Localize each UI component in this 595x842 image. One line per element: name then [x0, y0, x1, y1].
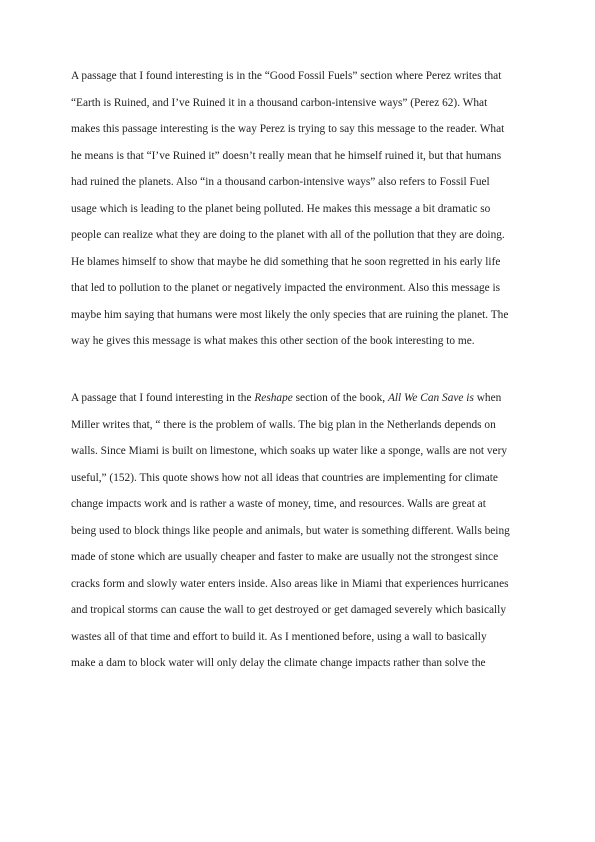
- text-run: walls. Since Miami is built on limestone, which soaks up water like a sponge, walls are not very: [71, 445, 508, 457]
- text-run: made of stone which are usually cheaper and faster to make are usually not the strongest since: [71, 551, 499, 563]
- text-line: [71, 465, 541, 492]
- text-run: he means is that “I’ve Ruined it” doesn’t really mean that he himself ruined it, but that humans: [71, 149, 502, 162]
- text-run: had ruined the planets. Also “in a thousand carbon-intensive ways” also refers to Fossil Fuel: [71, 176, 490, 188]
- text-line: [71, 650, 541, 677]
- text-run: when: [473, 392, 502, 404]
- text-run: useful,” (152). This quote shows how not all ideas that countries are implementing for climate: [71, 471, 498, 484]
- section-title-italic: Reshape: [254, 392, 293, 404]
- text-run: people can realize what they are doing to the planet with all of the pollution that they are doing.: [71, 229, 505, 241]
- text-line: [71, 222, 541, 249]
- text-line: [71, 518, 541, 545]
- text-line: [71, 63, 541, 90]
- text-run: cracks form and slowly water enters inside. Also areas like in Miami that experiences hurricanes: [71, 577, 509, 590]
- text-run: being used to block things like people and animals, but water is something different. Walls being: [71, 524, 510, 537]
- paragraph-reshape: [71, 385, 541, 677]
- text-run: makes this passage interesting is the way Perez is trying to say this message to the reader. What: [71, 123, 505, 135]
- text-run: make a dam to block water will only delay the climate change impacts rather than solve the: [71, 657, 486, 669]
- text-run: wastes all of that time and effort to build it. As I mentioned before, using a wall to basically: [71, 630, 487, 643]
- text-run: way he gives this message is what makes this other section of the book interesting to me.: [71, 335, 475, 347]
- text-run: A passage that I found interesting in the: [71, 392, 255, 404]
- text-line: [71, 143, 541, 170]
- text-line: [71, 412, 541, 439]
- text-line: [71, 90, 541, 117]
- book-title-italic: All We Can Save is: [387, 392, 474, 404]
- text-run: A passage that I found interesting is in the “Good Fossil Fuels” section where Perez writes that: [71, 70, 502, 82]
- text-run: usage which is leading to the planet being polluted. He makes this message a bit dramatic so: [71, 202, 491, 215]
- text-run: that led to pollution to the planet or negatively impacted the environment. Also this message is: [71, 282, 501, 294]
- text-line: [71, 275, 541, 302]
- text-run: and tropical storms can cause the wall to get destroyed or get damaged severely which basically: [71, 604, 507, 616]
- text-line: [71, 328, 541, 355]
- text-run: maybe him saying that humans were most likely the only species that are ruining the planet. The: [71, 308, 509, 321]
- paragraph-good-fossil-fuels: [71, 63, 541, 355]
- text-line: [71, 116, 541, 143]
- text-line: [71, 544, 541, 571]
- text-line: [71, 571, 541, 598]
- text-line: [71, 196, 541, 223]
- text-run: change impacts work and is rather a waste of money, time, and resources. Walls are great at: [71, 498, 486, 510]
- text-run: He blames himself to show that maybe he did something that he soon regretted in his early life: [71, 255, 501, 268]
- text-line: [71, 491, 541, 518]
- text-run: section of the book,: [292, 392, 388, 404]
- text-run: Miller writes that, “ there is the problem of walls. The big plan in the Netherlands depends on: [71, 418, 496, 431]
- text-line: [71, 169, 541, 196]
- text-line: [71, 249, 541, 276]
- text-line: [71, 385, 541, 412]
- text-line: [71, 302, 541, 329]
- text-line: [71, 597, 541, 624]
- text-line: [71, 624, 541, 651]
- text-line: [71, 438, 541, 465]
- text-run: “Earth is Ruined, and I’ve Ruined it in a thousand carbon-intensive ways” (Perez 62). What: [71, 96, 488, 109]
